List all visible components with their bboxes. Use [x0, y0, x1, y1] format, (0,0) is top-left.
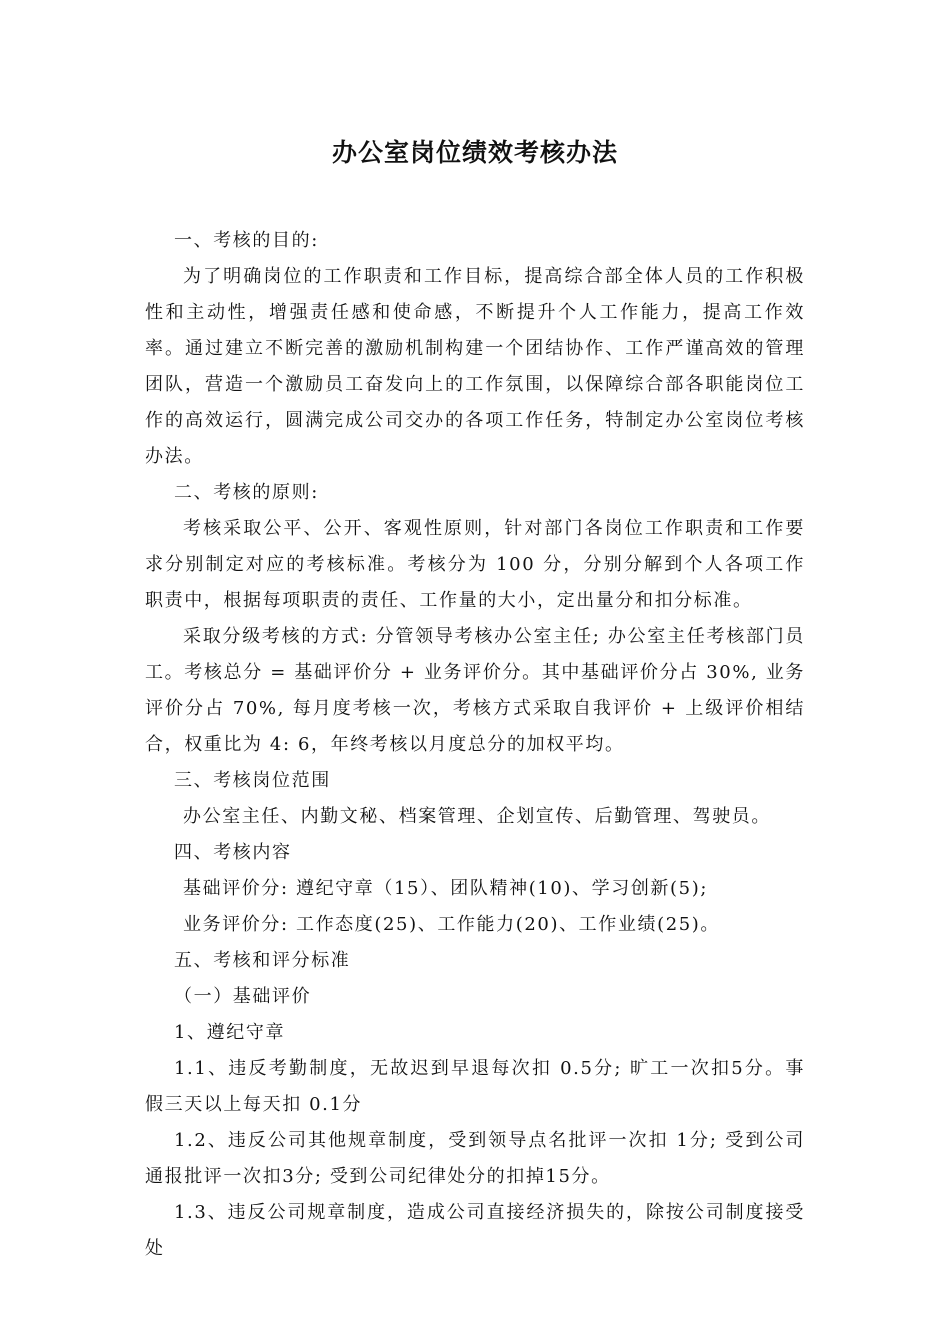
- content-business-score: 业务评价分: 工作态度(25)、工作能力(20)、工作业绩(25)。: [183, 914, 721, 935]
- document-body: [145, 223, 805, 1267]
- paragraph-principles: 考核采取公平、公开、客观性原则，针对部门各岗位工作职责和工作要求分别制定对应的考核标准。考核分为 100 分，分别分解到个人各项工作职责中，根据每项职责的责任、工作量的大小，定出量分和扣分标准。: [145, 518, 805, 611]
- paragraph-purpose: 为了明确岗位的工作职责和工作目标，提高综合部全体人员的工作积极性和主动性，增强责任感和使命感，不断提升个人工作能力，提高工作效率。通过建立不断完善的激励机制构建一个团结协作、工作严谨高效的管理团队，营造一个激励员工奋发向上的工作氛围，以保障综合部各职能岗位工作的高效运行，圆满完成公司交办的各项工作任务，特制定办公室岗位考核办法。: [145, 266, 805, 467]
- section-heading-content: 四、考核内容: [174, 842, 292, 863]
- subsection-basic-evaluation: （一）基础评价: [174, 986, 312, 1007]
- rule-item-1-3: 1.3、违反公司规章制度，造成公司直接经济损失的，除按公司制度接受处: [145, 1202, 805, 1259]
- document-title: 办公室岗位绩效考核办法: [331, 138, 618, 167]
- section-heading-scope: 三、考核岗位范围: [174, 770, 331, 791]
- subsection-discipline: 1、遵纪守章: [174, 1022, 286, 1043]
- section-heading-purpose: 一、考核的目的:: [174, 230, 319, 251]
- section-heading-standards: 五、考核和评分标准: [174, 950, 351, 971]
- paragraph-grading-method: 采取分级考核的方式: 分管领导考核办公室主任; 办公室主任考核部门员工。考核总分 = 基础评价分 + 业务评价分。其中基础评价分占 30%, 业务评价分占 70%, 每月度考核一次，考核方式采取自我评价 + 上级评价相结合，权重比为 4: 6，年终考核以月度总分的加权平均。: [145, 626, 805, 755]
- rule-item-1-1: 1.1、违反考勤制度，无故迟到早退每次扣 0.5分; 旷工一次扣5分。事假三天以上每天扣 0.1分: [145, 1058, 805, 1115]
- section-heading-principles: 二、考核的原则:: [174, 482, 319, 503]
- rule-item-1-2: 1.2、违反公司其他规章制度，受到领导点名批评一次扣 1分; 受到公司通报批评一次扣3分; 受到公司纪律处分的扣掉15分。: [145, 1130, 805, 1187]
- scope-positions: 办公室主任、内勤文秘、档案管理、企划宣传、后勤管理、驾驶员。: [183, 806, 771, 827]
- content-basic-score: 基础评价分: 遵纪守章（15）、团队精神(10)、学习创新(5);: [183, 878, 708, 899]
